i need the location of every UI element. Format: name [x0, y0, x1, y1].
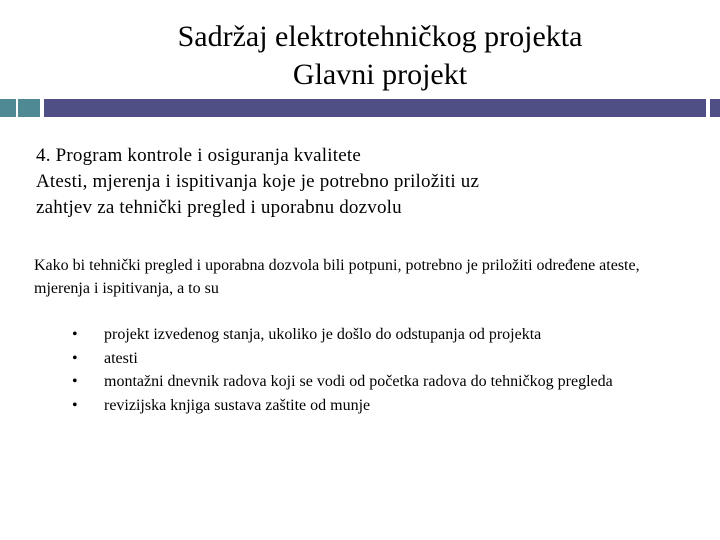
bullet-icon: • — [72, 373, 78, 390]
rule-segment-end — [710, 99, 720, 117]
section-heading — [36, 143, 706, 221]
intro-paragraph: Kako bi tehnički pregled i uporabna dozvola bili potpuni, potrebno je priložiti određene ateste, mjerenja i ispitivanja, a to su — [34, 257, 640, 297]
heading-line: 4. Program kontrole i osiguranja kvalitete — [36, 145, 361, 166]
rule-segment-accent-2 — [18, 99, 40, 117]
bullet-icon: • — [72, 349, 78, 367]
title-line-1: Sadržaj elektrotehničkog projekta — [177, 20, 583, 53]
slide-title — [60, 18, 700, 94]
bullet-list — [60, 323, 680, 417]
list-item — [60, 394, 680, 418]
heading-line: zahtjev za tehnički pregled i uporabnu dozvolu — [36, 197, 402, 218]
title-line-2: Glavni projekt — [292, 58, 468, 91]
list-item-text: montažni dnevnik radova koji se vodi od početka radova do tehničkog pregleda — [104, 373, 613, 390]
list-item-text: atesti — [104, 349, 138, 367]
list-item — [60, 323, 680, 347]
list-item — [60, 347, 680, 371]
heading-line: Atesti, mjerenja i ispitivanja koje je potrebno priložiti uz — [36, 171, 480, 192]
rule-segment-main — [44, 99, 706, 117]
list-item-text: revizijska knjiga sustava zaštite od munje — [104, 396, 371, 414]
bullet-icon: • — [72, 326, 78, 343]
bullet-icon: • — [72, 396, 78, 414]
rule-segment-accent-1 — [0, 99, 16, 117]
list-item-text: projekt izvedenog stanja, ukoliko je došlo do odstupanja od projekta — [104, 326, 542, 343]
list-item — [60, 370, 680, 394]
